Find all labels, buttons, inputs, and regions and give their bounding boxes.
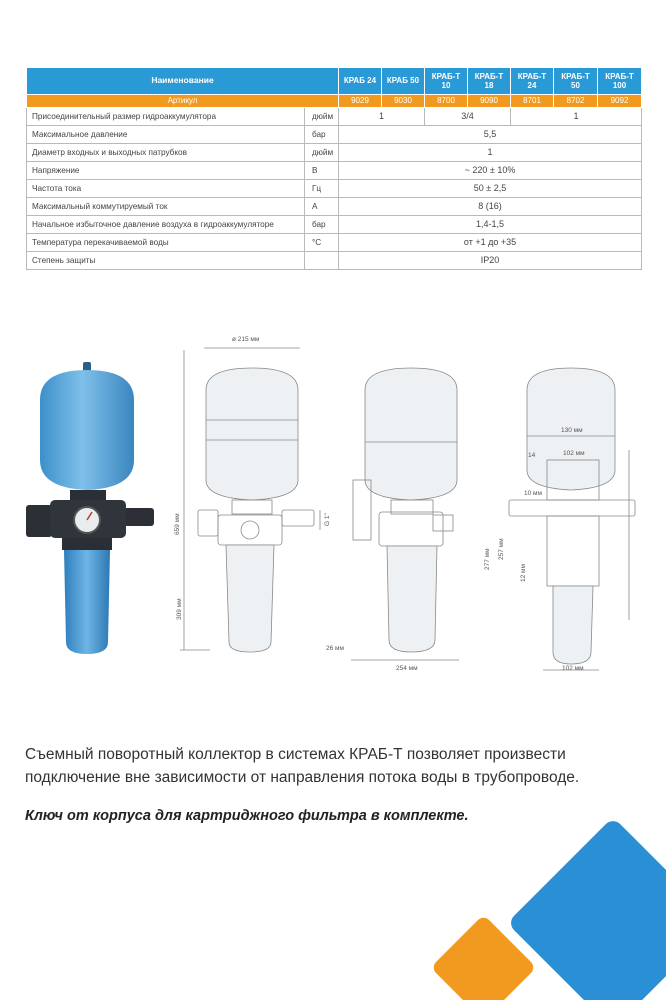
article-number: 9030 [382, 94, 425, 107]
param-name: Частота тока [27, 179, 305, 197]
param-value: 1 [339, 143, 642, 161]
article-number: 8701 [511, 94, 554, 107]
description-text: Съемный поворотный коллектор в системах КРАБ-Т позволяет произвести подключение вне зависимости от направления потока воды в трубопроводе. [25, 746, 580, 786]
table-row [27, 179, 642, 197]
param-value: 50 ± 2,5 [339, 179, 642, 197]
param-name: Диаметр входных и выходных патрубков [27, 143, 305, 161]
dim-bracket-holes: 102 мм [563, 450, 585, 457]
param-unit: дюйм [305, 107, 339, 125]
dim-height-lower: 309 мм [176, 598, 183, 620]
dim-bracket-width: 130 мм [561, 427, 583, 434]
header-name: Наименование [27, 68, 339, 94]
table-row [27, 143, 642, 161]
article-row [27, 94, 642, 107]
dim-right-h2: 257 мм [498, 538, 505, 560]
table-row [27, 107, 642, 125]
param-value [425, 107, 511, 125]
param-unit: дюйм [305, 143, 339, 161]
dim-height-total: 659 мм [174, 513, 181, 535]
param-value: 5,5 [339, 125, 642, 143]
table-row [27, 233, 642, 251]
param-value: 1 [511, 107, 642, 125]
param-name: Напряжение [27, 161, 305, 179]
dim-thread: G 1" [324, 513, 331, 526]
product-figure [0, 320, 666, 700]
model-name: КРАБ 24 [339, 68, 382, 94]
model-name: КРАБ-Т 50 [554, 68, 598, 94]
param-unit: А [305, 197, 339, 215]
article-number: 9029 [339, 94, 382, 107]
param-name: Температура перекачиваемой воды [27, 233, 305, 251]
table-row [27, 125, 642, 143]
note-text: Ключ от корпуса для картриджного фильтра в комплекте. [25, 808, 469, 824]
product-photo [20, 360, 160, 665]
article-number: 9090 [468, 94, 511, 107]
article-label: Артикул [27, 94, 339, 107]
param-value: 1,4-1,5 [339, 215, 642, 233]
param-value: IP20 [339, 251, 642, 269]
dim-width-side: 254 мм [396, 665, 418, 672]
dim-right-h1: 10 мм [524, 490, 542, 497]
param-name: Присоединительный размер гидроаккумулятора [27, 107, 305, 125]
param-name: Максимальное давление [27, 125, 305, 143]
param-name: Начальное избыточное давление воздуха в гидроаккумуляторе [27, 215, 305, 233]
param-value: 1 [339, 107, 425, 125]
table-row [27, 251, 642, 269]
article-number: 9092 [598, 94, 642, 107]
param-name: Максимальный коммутируемый ток [27, 197, 305, 215]
model-name: КРАБ-Т 100 [598, 68, 642, 94]
param-value: ~ 220 ± 10% [339, 161, 642, 179]
param-unit [305, 251, 339, 269]
drawing-rear [495, 360, 655, 680]
table-row [27, 197, 642, 215]
dim-bottom-right: 102 мм [562, 665, 584, 672]
param-unit: °С [305, 233, 339, 251]
table-row [27, 161, 642, 179]
param-unit: бар [305, 125, 339, 143]
fraction-value: 3/4 [461, 111, 474, 121]
article-number: 8702 [554, 94, 598, 107]
param-unit: Гц [305, 179, 339, 197]
model-name: КРАБ-Т 24 [511, 68, 554, 94]
param-value: от +1 до +35 [339, 233, 642, 251]
header-row [27, 68, 642, 94]
dim-left-offset: 14 [528, 452, 536, 459]
param-unit: бар [305, 215, 339, 233]
param-name: Степень защиты [27, 251, 305, 269]
drawing-side [345, 360, 490, 680]
dim-width-top: ø 215 мм [232, 336, 260, 343]
model-name: КРАБ 50 [382, 68, 425, 94]
model-name: КРАБ-Т 10 [425, 68, 468, 94]
drawing-front [170, 340, 340, 685]
article-number: 8700 [425, 94, 468, 107]
param-value: 8 (16) [339, 197, 642, 215]
dim-right-h3: 277 мм [484, 548, 491, 570]
table-row [27, 215, 642, 233]
dim-right-h4: 12 мм [520, 564, 527, 582]
dim-bottom-offset: 26 мм [326, 645, 344, 652]
model-name: КРАБ-Т 18 [468, 68, 511, 94]
param-unit: В [305, 161, 339, 179]
spec-table [26, 68, 642, 270]
